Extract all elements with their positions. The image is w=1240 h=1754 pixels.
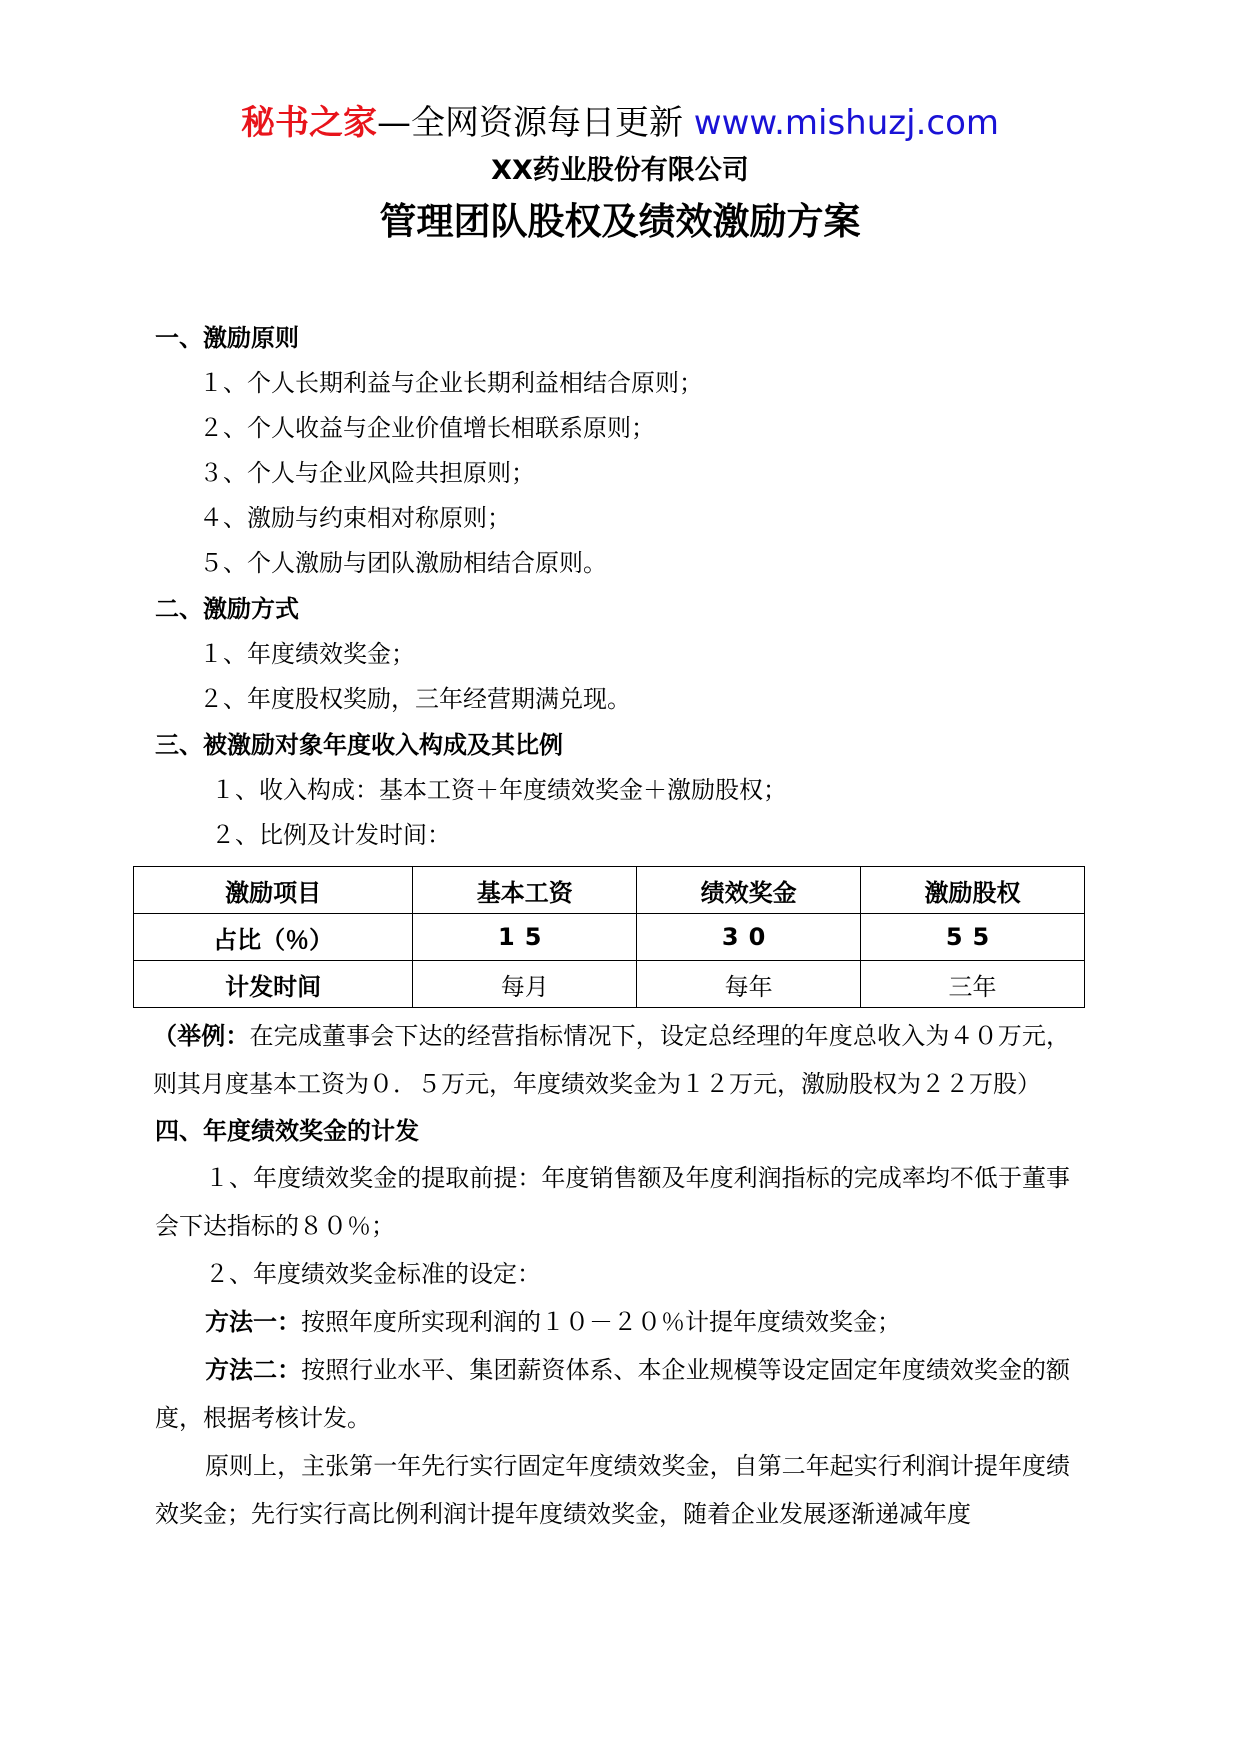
document-body (155, 315, 1070, 1538)
list-item: ３、个人与企业风险共担原则； (199, 459, 535, 487)
method-text: 按照行业水平、集团薪资体系、本企业规模等设定固定年度绩效奖金的额度，根据考核计发。 (155, 1356, 1071, 1432)
example-paragraph (153, 1012, 1070, 1108)
method-paragraph (155, 1298, 1070, 1346)
section-heading: 二、激励方式 (155, 595, 299, 623)
section-heading: 三、被激励对象年度收入构成及其比例 (155, 731, 563, 759)
body-paragraph: １、年度绩效奖金的提取前提：年度销售额及年度利润指标的完成率均不低于董事会下达指标的８０％； (155, 1164, 1070, 1240)
method-label: 方法二： (205, 1356, 302, 1384)
section-heading: 一、激励原则 (155, 324, 299, 352)
list-item: ４、激励与约束相对称原则； (199, 504, 511, 532)
example-label: （举例： (153, 1022, 250, 1050)
table-header-cell: 基本工资 (413, 867, 637, 914)
body-paragraph: 原则上，主张第一年先行实行固定年度绩效奖金，自第二年起实行利润计提年度绩效奖金；先行实行高比例利润计提年度绩效奖金，随着企业发展逐渐递减年度 (155, 1452, 1070, 1528)
method-paragraph (155, 1346, 1070, 1442)
table-row-label: 计发时间 (134, 961, 413, 1008)
table-cell: 55 (861, 914, 1085, 961)
example-text: 在完成董事会下达的经营指标情况下，设定总经理的年度总收入为４０万元，则其月度基本工资为０．５万元，年度绩效奖金为１２万元，激励股权为２２万股） (153, 1022, 1071, 1098)
table-row (134, 961, 1085, 1008)
table-row (134, 867, 1085, 914)
list-item: １、年度绩效奖金； (199, 640, 415, 668)
site-url-link[interactable]: www.mishuzj.com (693, 103, 999, 143)
table-cell: 三年 (861, 961, 1085, 1008)
company-name: XX药业股份有限公司 (491, 155, 749, 186)
table-header-cell: 激励项目 (134, 867, 413, 914)
list-item: ２、比例及计发时间： (211, 821, 451, 849)
method-label: 方法一： (205, 1308, 301, 1336)
table-row (134, 914, 1085, 961)
list-item: ２、个人收益与企业价值增长相联系原则； (199, 414, 655, 442)
site-slogan: —全网资源每日更新 (376, 103, 694, 143)
table-header-cell: 绩效奖金 (637, 867, 861, 914)
table-cell: 每年 (637, 961, 861, 1008)
table-cell: 每月 (413, 961, 637, 1008)
list-item: ２、年度股权奖励，三年经营期满兑现。 (199, 685, 631, 713)
table-cell: 15 (413, 914, 637, 961)
table-row-label: 占比（％） (134, 914, 413, 961)
section-heading: 四、年度绩效奖金的计发 (155, 1117, 419, 1145)
table-cell: 30 (637, 914, 861, 961)
table-header-cell: 激励股权 (861, 867, 1085, 914)
site-banner (0, 100, 1240, 146)
method-text: 按照年度所实现利润的１０－２０％计提年度绩效奖金； (301, 1308, 901, 1336)
ratio-table (133, 866, 1085, 1008)
list-item: １、收入构成：基本工资＋年度绩效奖金＋激励股权； (211, 776, 787, 804)
list-item: １、个人长期利益与企业长期利益相结合原则； (199, 369, 703, 397)
site-brand: 秘书之家 (240, 103, 377, 143)
body-paragraph: ２、年度绩效奖金标准的设定： (205, 1260, 541, 1288)
document-title: 管理团队股权及绩效激励方案 (379, 200, 861, 243)
list-item: ５、个人激励与团队激励相结合原则。 (199, 549, 607, 577)
